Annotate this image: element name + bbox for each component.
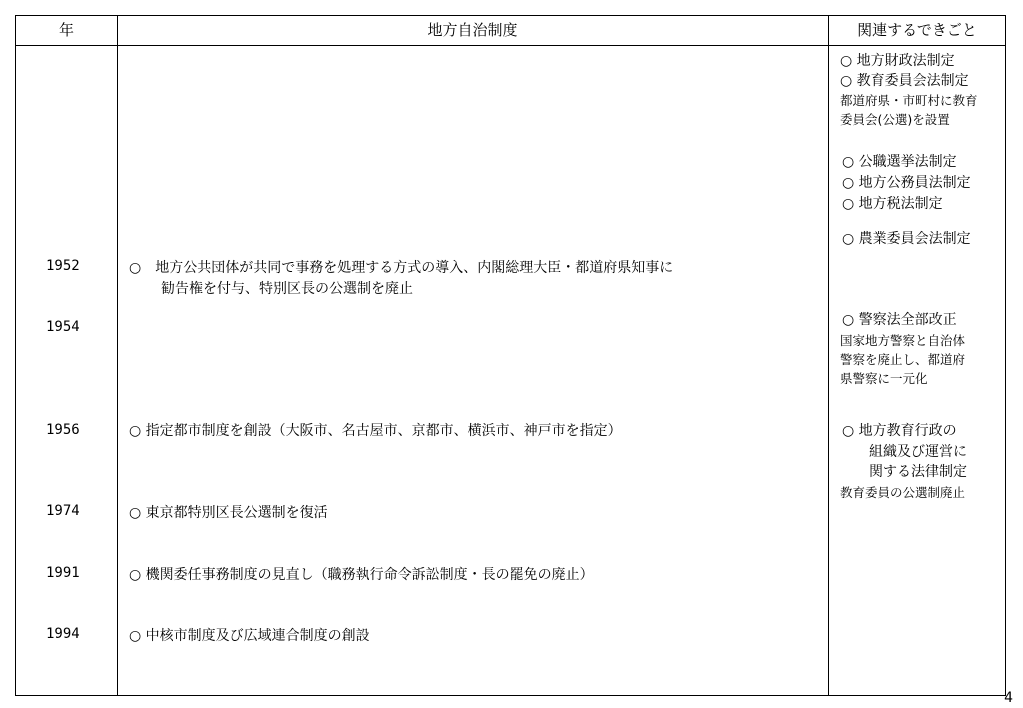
header-system: 地方自治制度 [427, 21, 518, 39]
system-1994: ○ 中核市制度及び広域連合制度の創設 [129, 628, 370, 644]
header-year: 年 [58, 21, 74, 39]
year-1994: 1994 [46, 626, 80, 642]
system-1952-line1: ○ 地方公共団体が共同で事務を処理する方式の導入、内閣総理大臣・都道府県知事に [129, 260, 674, 276]
system-1956: ○ 指定都市制度を創設（大阪市、名古屋市、京都市、横浜市、神戸市を指定） [129, 423, 622, 439]
event-education-admin-law-line3: 関する法律制定 [869, 464, 967, 480]
page-number: 4 [1004, 690, 1013, 706]
system-1952-line2: 勧告権を付与、特別区長の公選制を廃止 [161, 281, 413, 297]
event-education-admin-law-line2: 組織及び運営に [869, 444, 967, 460]
event-police-law: ○ 警察法全部改正 [842, 312, 957, 328]
year-1952: 1952 [46, 258, 80, 274]
header-events: 関連するできごと [857, 21, 977, 39]
event-note: 県警察に一元化 [840, 371, 928, 386]
event-note: 警察を廃止し、都道府 [840, 352, 966, 367]
history-table [15, 15, 1006, 696]
column-divider [828, 16, 829, 695]
year-1991: 1991 [46, 565, 80, 581]
event-agriculture-committee-law: ○ 農業委員会法制定 [842, 231, 971, 247]
year-1956: 1956 [46, 422, 80, 438]
event-civil-service-law: ○ 地方公務員法制定 [842, 175, 971, 191]
event-local-finance-law: ○ 地方財政法制定 [840, 53, 955, 69]
event-note: 教育委員の公選制廃止 [840, 485, 966, 500]
system-1974: ○ 東京都特別区長公選制を復活 [129, 505, 328, 521]
event-board-of-education-law: ○ 教育委員会法制定 [840, 73, 969, 89]
event-note: 都道府県・市町村に教育 [840, 93, 978, 108]
header-divider [16, 45, 1005, 46]
year-1954: 1954 [46, 319, 80, 335]
event-note: 委員会(公選)を設置 [840, 112, 950, 127]
year-1974: 1974 [46, 503, 80, 519]
event-note: 国家地方警察と自治体 [840, 333, 966, 348]
event-local-tax-law: ○ 地方税法制定 [842, 196, 943, 212]
column-divider [117, 16, 118, 695]
system-1991: ○ 機関委任事務制度の見直し（職務執行命令訴訟制度・長の罷免の廃止） [129, 567, 594, 583]
event-education-admin-law: ○ 地方教育行政の [842, 423, 957, 439]
event-election-law: ○ 公職選挙法制定 [842, 154, 957, 170]
